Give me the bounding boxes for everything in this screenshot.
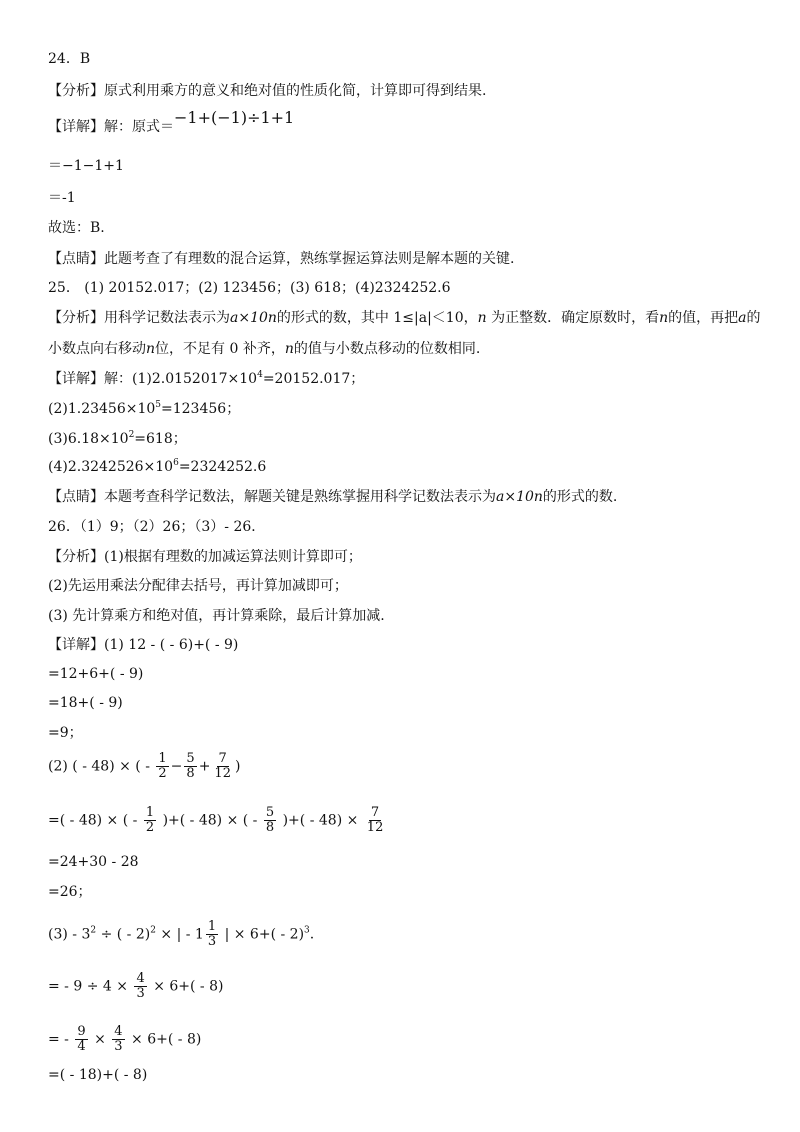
- q25-analysis-form: a×10n: [230, 310, 277, 326]
- frac-num: 4: [114, 1024, 123, 1039]
- q24-answer: 24．B: [48, 51, 91, 67]
- q26-p3-line1: [48, 920, 314, 949]
- fraction-4-3: [112, 1025, 124, 1054]
- q25-analysis-e: 的: [746, 310, 761, 326]
- frac-den: 2: [145, 820, 155, 835]
- q26-p1-line4: =9；: [48, 725, 83, 741]
- q25-d3-post: =618；: [134, 431, 187, 447]
- frac-num: 7: [218, 751, 227, 766]
- q26-p3c-post: × 6+( - 8): [131, 1031, 202, 1048]
- q24-detail-expr: −1+(−1)÷1+1: [174, 108, 295, 127]
- q26-p2b-mid1: )+( - 48) × ( -: [162, 812, 258, 829]
- plus-sign: +: [198, 758, 211, 775]
- q25-analysis-line1: [48, 309, 760, 327]
- q25-analysis-a: 【分析】用科学记数法表示为: [48, 310, 230, 326]
- q25-comment-form: a×10n: [496, 489, 543, 505]
- q26-p3-exp: 2: [90, 925, 97, 936]
- q25-d2-pre: (2)1.23456×10: [48, 401, 156, 417]
- q25-d4-exp: 6: [173, 458, 179, 468]
- q26-p1-line2: =12+6+( - 9): [48, 666, 144, 682]
- q24-choice: 故选：B.: [48, 220, 105, 236]
- frac-den: 8: [265, 820, 275, 835]
- q26-p3-line2: [48, 972, 223, 1001]
- q25-d1-pre: 【详解】解：(1)2.0152017×10: [48, 371, 258, 387]
- frac-num: 5: [186, 751, 195, 766]
- q26-p3-exp-b: 2: [150, 925, 156, 936]
- frac-num: 7: [370, 805, 380, 820]
- q25-detail-4: [48, 458, 266, 476]
- fraction-5-8: [184, 752, 196, 781]
- q25-detail-1: [48, 370, 364, 388]
- frac-num: 5: [265, 805, 275, 820]
- fraction-1-3: [206, 920, 218, 949]
- q25-d3-pre: (3)6.18×10: [48, 431, 129, 447]
- frac-num: 4: [136, 971, 145, 986]
- q26-p3c-pre: = -: [48, 1031, 69, 1048]
- q26-p2-line1: [48, 752, 240, 781]
- fraction-5-8: [264, 806, 276, 835]
- fraction-7-12: [212, 752, 233, 781]
- fraction-1-2: [156, 752, 168, 781]
- q25-d1-exp: 4: [257, 370, 263, 380]
- q26-p2-line4: =26；: [48, 884, 92, 900]
- q25-line2-a: 小数点向右移动: [48, 341, 146, 357]
- frac-num: 1: [145, 805, 155, 820]
- close-paren: ): [234, 758, 241, 775]
- q25-comment: [48, 488, 617, 506]
- frac-den: 8: [186, 766, 195, 781]
- frac-den: 4: [77, 1039, 86, 1054]
- q25-analysis-c: 为正整数．确定原数时，看: [486, 310, 660, 326]
- q25-d4-pre: (4)2.3242526×10: [48, 459, 174, 475]
- q26-p3-line3: [48, 1025, 201, 1054]
- frac-num: 9: [77, 1024, 86, 1039]
- q26-p2-line3: =24+30 - 28: [48, 854, 139, 870]
- q24-step2: ＝-1: [48, 190, 76, 206]
- q25-line2-b: 位，不足有 0 补齐，: [155, 341, 285, 357]
- q25-detail-3: [48, 430, 187, 448]
- frac-num: 1: [207, 919, 217, 934]
- q25-analysis-b: 的形式的数，其中 1≤|a|＜10，: [276, 310, 478, 326]
- q25-d3-exp: 2: [128, 430, 135, 440]
- q24-step1: ＝−1−1+1: [48, 158, 124, 174]
- q25-analysis-line2: [48, 340, 480, 358]
- q26-p3-pre: (3) - 3: [48, 926, 91, 943]
- frac-den: 12: [366, 820, 384, 835]
- frac-den: 3: [207, 934, 217, 949]
- frac-num: 1: [158, 751, 167, 766]
- q26-p3-exp3: 3: [304, 925, 310, 936]
- frac-den: 3: [114, 1039, 123, 1054]
- q26-p3b-pre: = - 9 ÷ 4 ×: [48, 978, 128, 995]
- q25-detail-2: [48, 400, 240, 418]
- q25-answer: 25． (1) 20152.017；(2) 123456；(3) 618；(4)2324252.6: [48, 280, 451, 296]
- fraction-4-3: [134, 972, 146, 1001]
- q26-p2-pre: (2) ( - 48) × ( -: [48, 758, 150, 775]
- q26-analysis-2: (2)先运用乘法分配律去括号，再计算加减即可；: [48, 578, 348, 594]
- fraction-1-2: [144, 806, 156, 835]
- frac-den: 12: [214, 766, 231, 781]
- q26-p2b-mid2: )+( - 48) ×: [282, 812, 359, 829]
- frac-den: 3: [136, 986, 145, 1001]
- q24-detail: [48, 108, 295, 136]
- q26-p3-end: .: [309, 926, 315, 943]
- q26-p1-line3: =18+( - 9): [48, 695, 123, 711]
- q26-p3-line4: =( - 18)+( - 8): [48, 1067, 148, 1083]
- minus-sign: −: [170, 758, 183, 775]
- q26-p1-line1: 【详解】(1) 12 - ( - 6)+( - 9): [48, 637, 239, 653]
- fraction-7-12: [365, 806, 386, 835]
- q25-analysis-d: 的值，再把: [668, 310, 739, 326]
- q26-p3-mid: ÷ ( - 2): [100, 926, 151, 943]
- q25-analysis-n2: n: [659, 310, 669, 326]
- frac-den: 2: [158, 766, 167, 781]
- q25-d1-post: =20152.017；: [262, 371, 365, 387]
- q25-analysis-n: n: [477, 310, 487, 326]
- q26-p3-post: | × 6+( - 2): [224, 926, 305, 943]
- q26-p3c-mid: ×: [94, 1031, 106, 1048]
- q25-comment-a: 【点睛】本题考查科学记数法，解题关键是熟练掌握用科学记数法表示为: [48, 489, 496, 505]
- fraction-9-4: [75, 1025, 87, 1054]
- q25-d4-post: =2324252.6: [178, 459, 267, 475]
- q26-p3-mid2: × | - 1: [160, 926, 204, 943]
- q26-p2b-pre: =( - 48) × ( -: [48, 812, 138, 829]
- q26-analysis-3: (3) 先计算乘方和绝对值，再计算乘除，最后计算加减.: [48, 608, 385, 624]
- q25-line2-c: 的值与小数点移动的位数相同.: [293, 341, 481, 357]
- q25-analysis-a2: a: [738, 310, 747, 326]
- q24-analysis: 【分析】原式利用乘方的意义和绝对值的性质化简，计算即可得到结果.: [48, 83, 487, 99]
- q26-answer: 26．（1）9；（2）26；（3）- 26．: [48, 519, 266, 535]
- q26-p3b-post: × 6+( - 8): [153, 978, 224, 995]
- q25-comment-b: 的形式的数.: [542, 489, 618, 505]
- q24-comment: 【点睛】此题考查了有理数的混合运算，熟练掌握运算法则是解本题的关键.: [48, 251, 515, 267]
- q25-line2-n2: n: [284, 341, 294, 357]
- q25-d2-post: =123456；: [161, 401, 241, 417]
- q24-detail-prefix: 【详解】解：原式＝: [48, 119, 174, 135]
- q26-analysis-1: 【分析】(1)根据有理数的加减运算法则计算即可；: [48, 549, 362, 565]
- q25-line2-n: n: [146, 341, 156, 357]
- q26-p2-line2: [48, 806, 387, 835]
- q25-d2-exp: 5: [155, 400, 162, 410]
